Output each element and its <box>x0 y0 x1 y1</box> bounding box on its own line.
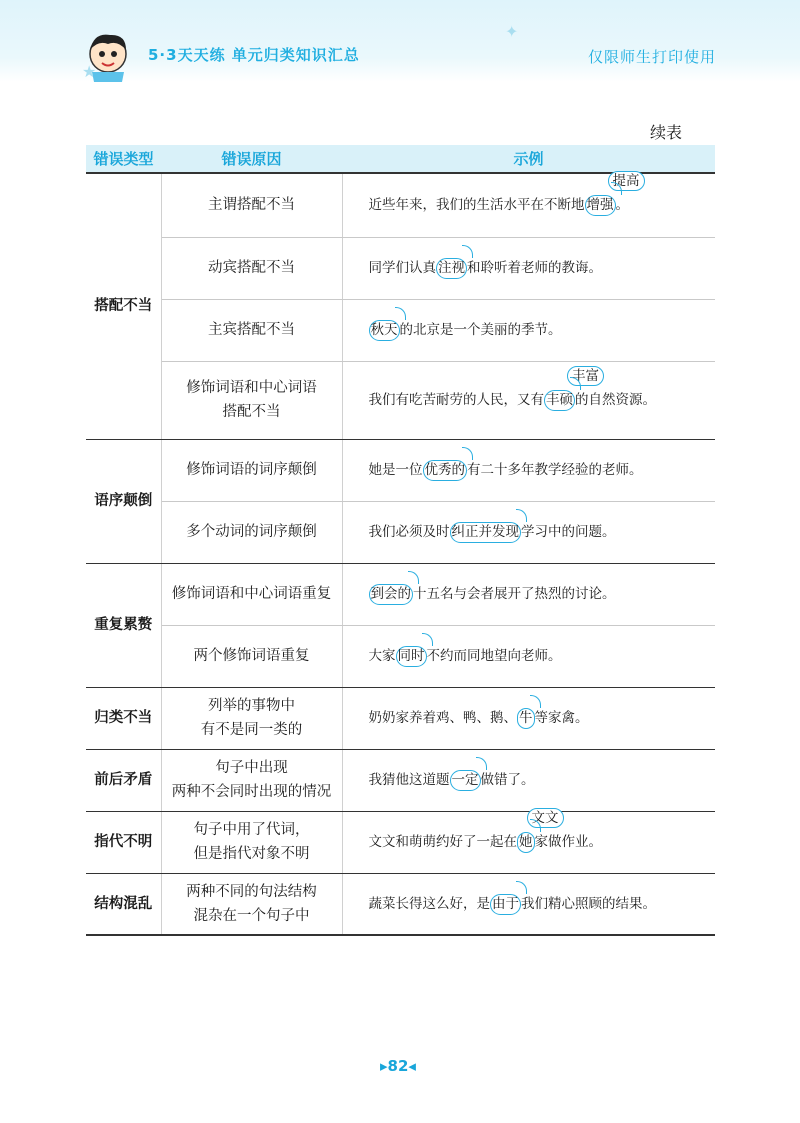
error-reason <box>161 173 342 237</box>
error-reason <box>161 563 342 625</box>
error-reason-line: 修饰词语和中心词语重复 <box>171 586 332 602</box>
example-sentence <box>342 749 715 811</box>
error-category: 归类不当 <box>86 687 161 749</box>
error-reason <box>161 687 342 749</box>
correction-mark <box>517 708 535 729</box>
correction-insert: 丰富 <box>567 366 604 386</box>
correction-mark <box>450 770 481 791</box>
error-types-table <box>86 145 715 936</box>
error-reason <box>161 749 342 811</box>
table-row <box>86 361 715 439</box>
marked-word: 到会的 <box>370 586 411 602</box>
example-text-before: 我们必须及时 <box>368 524 450 540</box>
example-text-before: 她是一位 <box>368 462 423 478</box>
column-header-reason: 错误原因 <box>161 145 342 173</box>
error-reason <box>161 625 342 687</box>
error-reason-line: 列举的事物中 <box>208 698 295 714</box>
error-reason-line: 但是指代对象不明 <box>193 846 310 862</box>
example-text-before: 同学们认真 <box>368 260 436 276</box>
table-row <box>86 811 715 873</box>
error-category: 重复累赘 <box>86 563 161 687</box>
page-number-value: 82 <box>387 1057 409 1075</box>
book-series-title: 5·3天天练 单元归类知识汇总 <box>148 46 360 64</box>
example-sentence <box>342 563 715 625</box>
example-sentence <box>342 873 715 935</box>
example-text-after: 做错了。 <box>480 772 535 788</box>
table-row <box>86 687 715 749</box>
example-text-after: 等家禽。 <box>534 710 589 726</box>
example-text-before: 我猜他这道题 <box>368 772 450 788</box>
marked-word: 注视 <box>438 260 465 276</box>
error-category: 前后矛盾 <box>86 749 161 811</box>
error-reason <box>161 439 342 501</box>
correction-mark <box>490 894 521 915</box>
error-reason <box>161 299 342 361</box>
error-category: 结构混乱 <box>86 873 161 935</box>
example-sentence <box>342 501 715 563</box>
error-reason-line: 句子中用了代词， <box>193 822 310 838</box>
example-text-after: 的自然资源。 <box>575 392 656 408</box>
page-number-left-deco: ▸ <box>380 1057 388 1075</box>
star-icon: ✦ <box>505 22 519 41</box>
table-row <box>86 873 715 935</box>
error-reason-line: 搭配不当 <box>222 404 281 420</box>
marked-word: 同时 <box>397 648 425 664</box>
example-sentence <box>342 811 715 873</box>
example-text-before: 蔬菜长得这么好，是 <box>368 895 490 912</box>
page-number-right-deco: ◂ <box>408 1057 416 1075</box>
example-text-after: 的北京是一个美丽的季节。 <box>399 322 562 338</box>
marked-word: 纠正并发现 <box>451 524 519 540</box>
marked-word: 一定 <box>451 772 479 788</box>
marked-word: 优秀的 <box>424 462 465 478</box>
example-text-after: 学习中的问题。 <box>521 524 616 540</box>
correction-mark <box>369 320 400 341</box>
error-reason-line: 多个动词的词序颠倒 <box>186 524 317 540</box>
column-header-example: 示例 <box>342 145 715 173</box>
table-row <box>86 749 715 811</box>
example-sentence <box>342 687 715 749</box>
error-reason-line: 混杂在一个句子中 <box>193 907 310 924</box>
correction-mark <box>369 584 414 605</box>
table-row <box>86 237 715 299</box>
error-category: 指代不明 <box>86 811 161 873</box>
example-sentence <box>342 439 715 501</box>
table-row <box>86 299 715 361</box>
error-reason <box>161 237 342 299</box>
error-reason-line: 修饰词语的词序颠倒 <box>186 462 317 478</box>
table-row <box>86 501 715 563</box>
correction-mark <box>450 522 522 543</box>
error-category: 搭配不当 <box>86 173 161 439</box>
correction-insert: 提高 <box>608 171 645 191</box>
error-reason-line: 修饰词语和中心词语 <box>186 380 317 396</box>
marked-word: 她 <box>519 834 533 850</box>
marked-word: 丰硕 <box>546 392 573 408</box>
table-row <box>86 173 715 237</box>
correction-mark <box>544 368 599 411</box>
correction-mark <box>423 460 468 481</box>
error-reason-line: 两种不同的句法结构 <box>186 883 317 900</box>
example-text-after: 家做作业。 <box>534 834 602 850</box>
example-text-after: 有二十多年教学经验的老师。 <box>467 462 643 478</box>
table-row <box>86 625 715 687</box>
example-text-before: 近些年来，我们的生活水平在不断地 <box>368 197 585 214</box>
example-sentence <box>342 237 715 299</box>
example-text-before: 文文和萌萌约好了一起在 <box>368 834 517 850</box>
table-body <box>86 173 715 935</box>
page-number <box>380 1057 416 1075</box>
example-text-before: 我们有吃苦耐劳的人民，又有 <box>368 392 544 408</box>
error-reason-line: 两个修饰词语重复 <box>193 648 310 664</box>
error-reason-line: 有不是同一类的 <box>200 722 303 738</box>
example-text-after: 我们精心照顾的结果。 <box>521 895 656 912</box>
usage-note: 仅限师生打印使用 <box>587 48 716 66</box>
table-header-row <box>86 145 715 173</box>
continued-label: 续表 <box>650 123 683 142</box>
correction-mark <box>517 810 559 853</box>
example-text-after: 不约而同地望向老师。 <box>426 648 562 664</box>
error-reason <box>161 501 342 563</box>
table-row <box>86 563 715 625</box>
error-reason <box>161 873 342 935</box>
error-reason-line: 两种不会同时出现的情况 <box>171 784 332 800</box>
marked-word: 秋天 <box>370 322 398 338</box>
error-reason-line: 主谓搭配不当 <box>208 197 295 214</box>
example-sentence <box>342 299 715 361</box>
error-reason <box>161 361 342 439</box>
error-reason-line: 主宾搭配不当 <box>208 322 295 338</box>
error-reason-line: 动宾搭配不当 <box>208 260 295 276</box>
column-header-type: 错误类型 <box>86 145 161 173</box>
correction-mark <box>396 646 427 667</box>
example-text-after: 和聆听着老师的教诲。 <box>467 260 602 276</box>
example-text-after: 十五名与会者展开了热烈的讨论。 <box>413 586 616 602</box>
page-header <box>0 0 800 82</box>
table-row <box>86 439 715 501</box>
example-sentence <box>342 625 715 687</box>
correction-mark <box>436 258 467 279</box>
marked-word: 牛 <box>519 710 533 726</box>
example-text-before: 大家 <box>368 648 396 664</box>
example-sentence <box>342 173 715 237</box>
correction-mark <box>585 173 640 216</box>
example-sentence <box>342 361 715 439</box>
correction-insert: 文文 <box>527 808 564 828</box>
error-reason <box>161 811 342 873</box>
marked-word: 增强 <box>586 197 614 214</box>
example-text-before: 奶奶家养着鸡、鸭、鹅、 <box>368 710 517 726</box>
marked-word: 由于 <box>492 895 519 912</box>
star-icon: ★ <box>82 62 97 81</box>
example-text-after: 。 <box>615 197 629 214</box>
error-reason-line: 句子中出现 <box>215 760 288 776</box>
error-category: 语序颠倒 <box>86 439 161 563</box>
